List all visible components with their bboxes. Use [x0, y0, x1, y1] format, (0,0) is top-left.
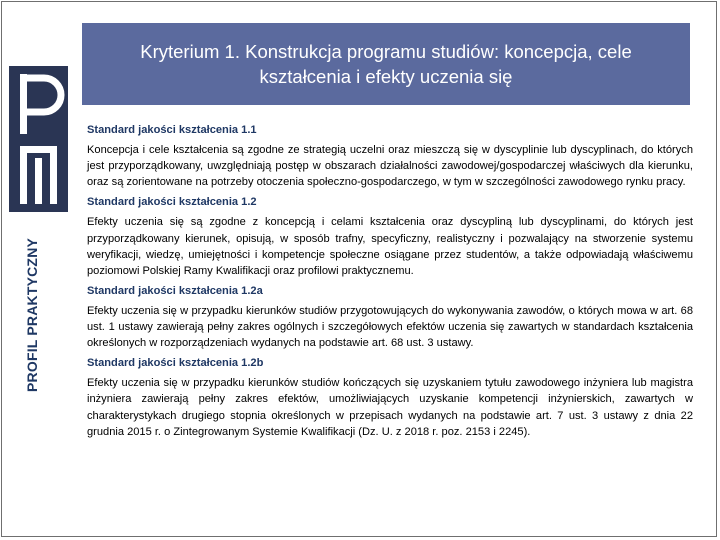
- standard-heading: Standard jakości kształcenia 1.2b: [87, 357, 264, 370]
- standard-text: Efekty uczenia się w przypadku kierunków studiów kończących się uzyskaniem tytułu zawodowego inżyniera lub magistra inżyniera zawierają pełny zakres efektów, umożliwiających uzyskanie kompetencji inżynierskich, zawartych w charakterystykach drugiego stopnia określonych w przepisach wydanych na podstawie art. 7 ust. 3 ustawy z dnia 22 grudnia 2015 r. o Zintegrowanym Systemie Kwalifikacji (Dz. U. z 2018 r. poz. 2153 i 2245).: [87, 377, 693, 438]
- standard-heading: Standard jakości kształcenia 1.2a: [87, 284, 263, 297]
- pka-logo-icon: [9, 66, 68, 212]
- standards-list: [87, 122, 693, 440]
- standard-1-2a: [87, 283, 693, 351]
- page-title: Kryterium 1. Konstrukcja programu studiów: koncepcja, cele kształcenia i efekty uczenia się: [140, 41, 632, 87]
- standard-heading: Standard jakości kształcenia 1.2: [87, 196, 257, 209]
- standard-text: Efekty uczenia się w przypadku kierunków studiów przygotowujących do wykonywania zawodów, o których mowa w art. 68 ust. 1 ustawy zawierają pełny zakres ogólnych i szczegółowych efektów uczenia się zawartych w standardach kształcenia określonych w rozporządzeniach wydanych na podstawie art. 68 ust. 3 ustawy.: [87, 304, 693, 350]
- standard-1-2b: [87, 355, 693, 439]
- title-box: [82, 23, 690, 105]
- standard-heading: Standard jakości kształcenia 1.1: [87, 124, 257, 136]
- standard-text: Koncepcja i cele kształcenia są zgodne ze strategią uczelni oraz mieszczą się w dyscyplinie lub dyscyplinach, do których jest przyporządkowany, uwzględniają postęp w obszarach działalności zawodowej/gospodarczej właściwych dla kierunku, oraz są zorientowane na potrzeby otoczenia społeczno-gospodarczego, w tym w szczególności zawodowego rynku pracy.: [87, 144, 693, 189]
- side-label: PROFIL PRAKTYCZNY: [24, 237, 40, 392]
- standard-1-1: [87, 122, 693, 190]
- standard-text: Efekty uczenia się są zgodne z koncepcją i celami kształcenia oraz dyscypliną lub dyscyplinami, do których jest przyporządkowany kierunek, opisują, w sposób trafny, specyficzny, realistyczny i pozwalający na stworzenie systemu weryfikacji, wiedzę, umiejętności i kompetencje społeczne osiągane przez studentów, a także odpowiadają właściwemu poziomowi Polskiej Ramy Kwalifikacji oraz profilowi praktycznemu.: [87, 216, 693, 277]
- standard-1-2: [87, 194, 693, 278]
